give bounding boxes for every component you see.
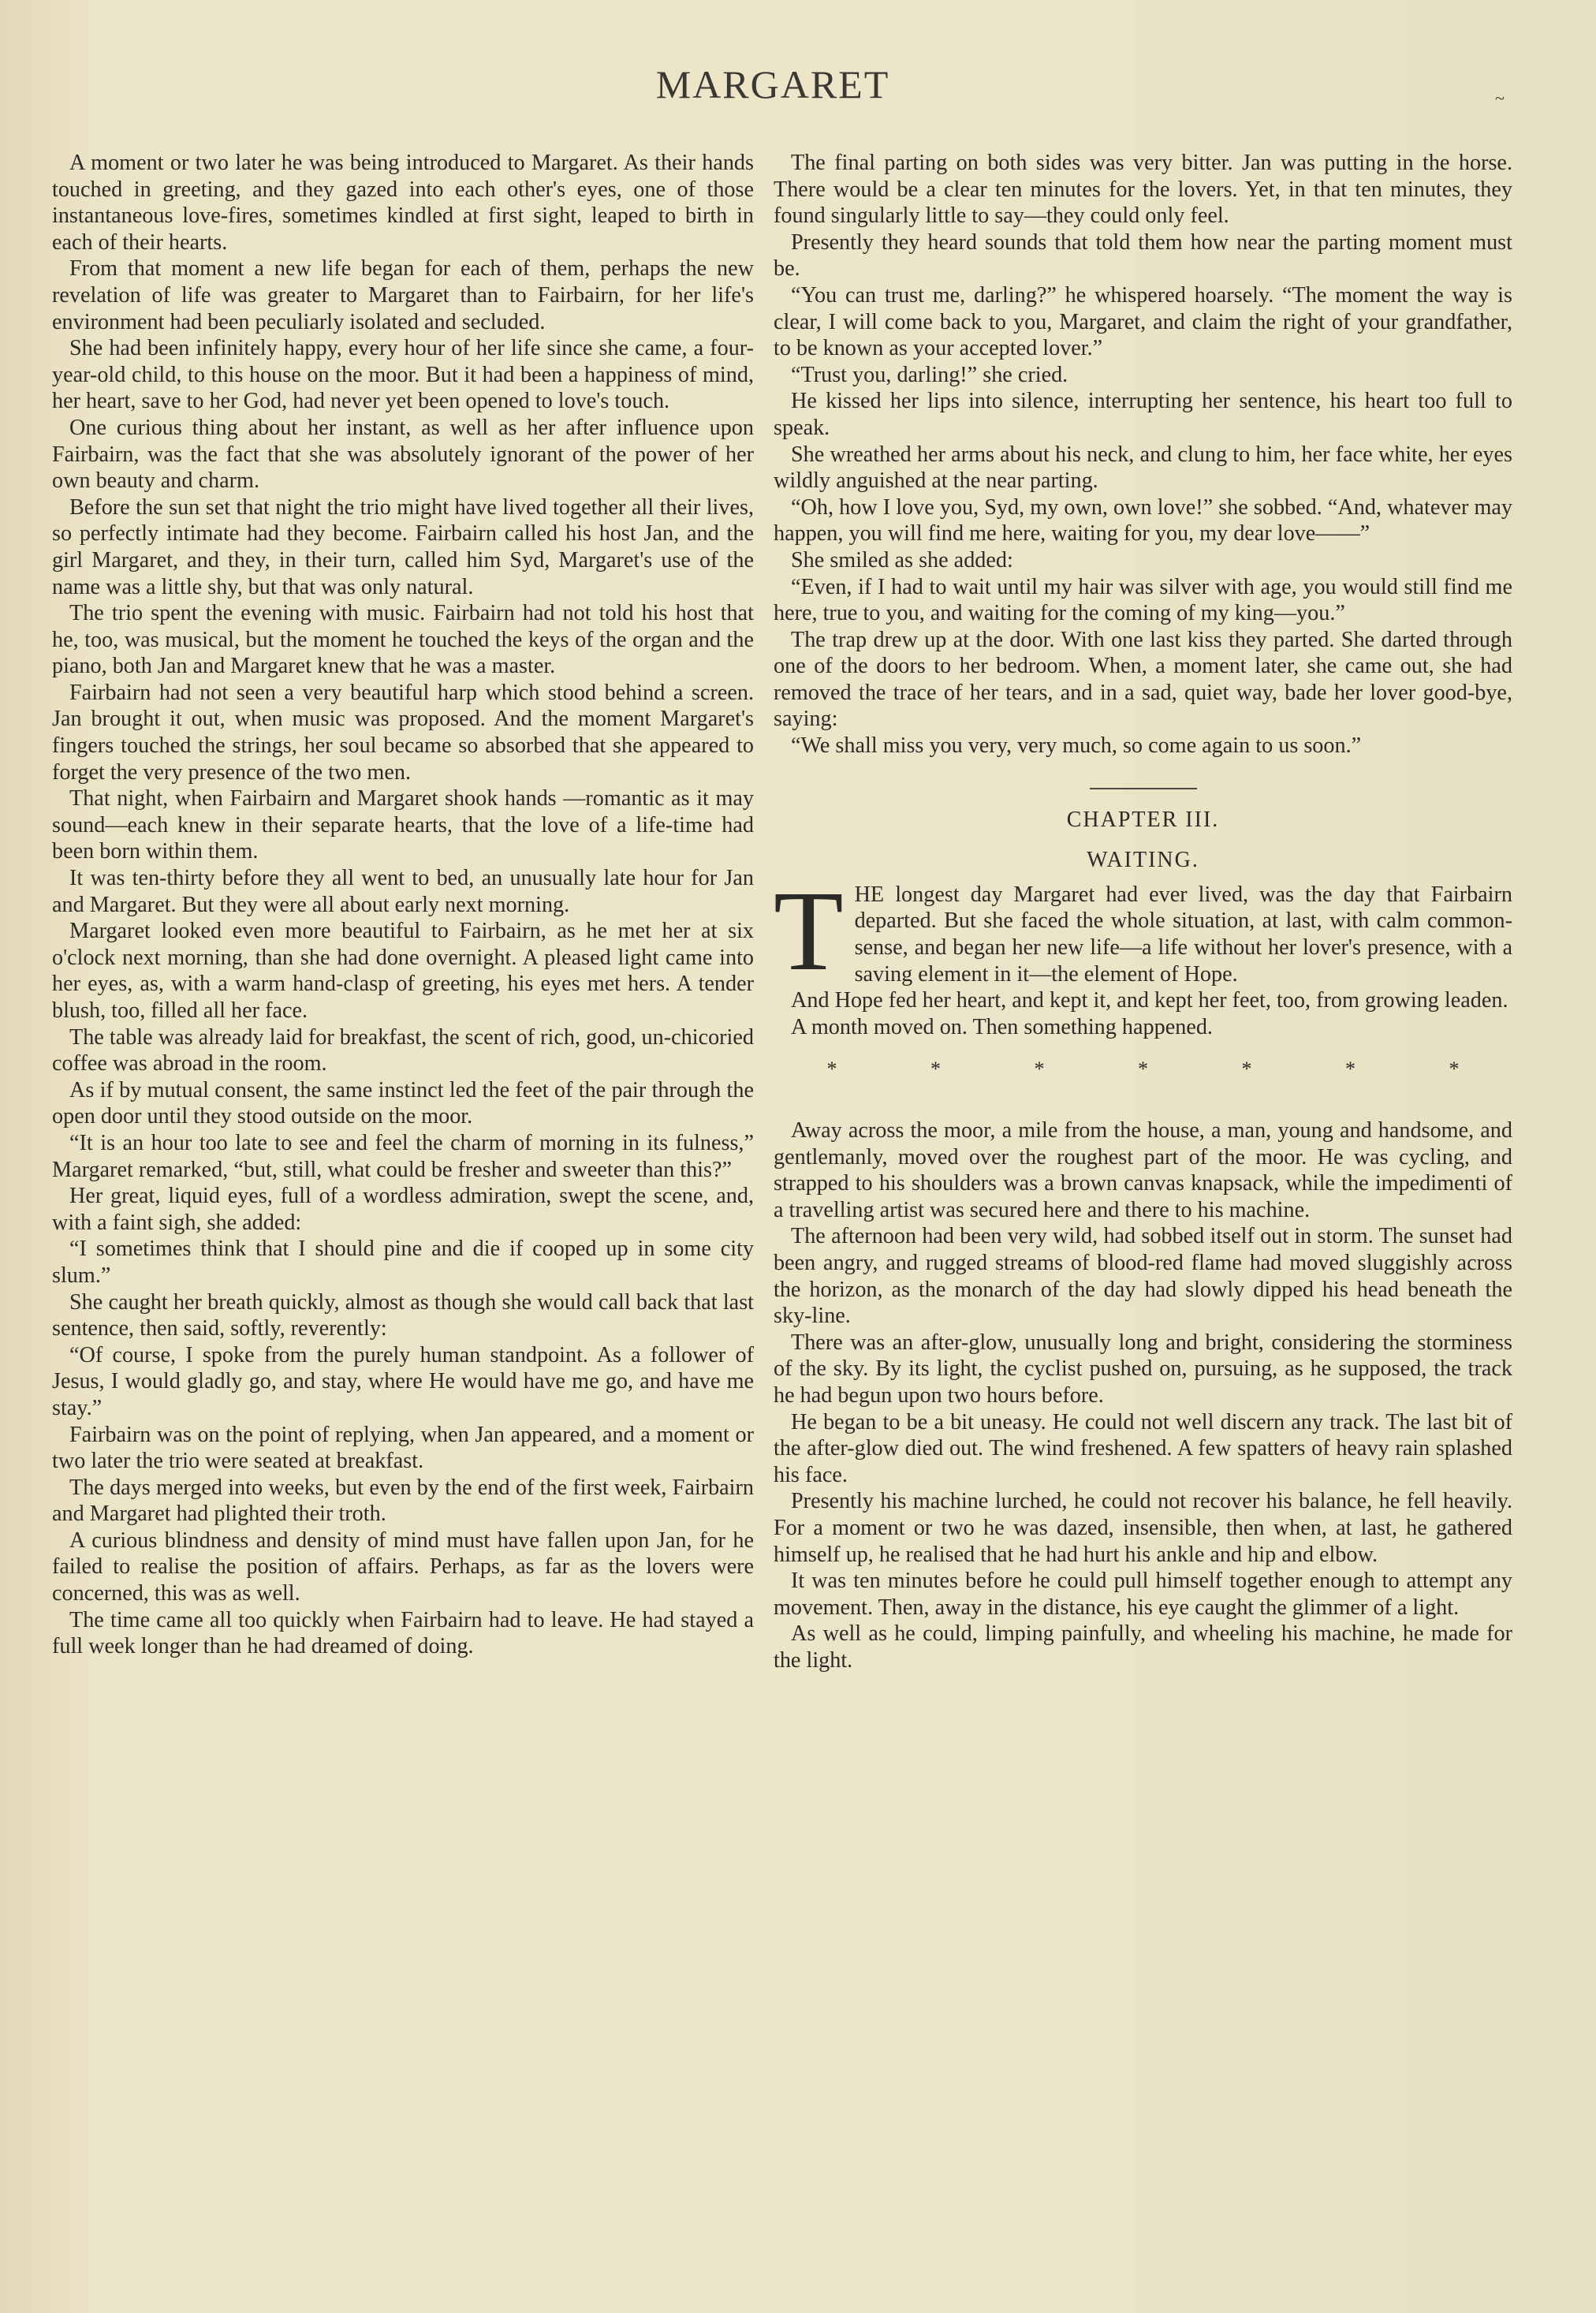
- paragraph: She smiled as she added:: [791, 547, 1013, 573]
- paragraph: From that moment a new life began for each of them, perhaps the new revelation of life was greater to Margaret than to Fairbairn, for her life's environment had been peculiarly isolated and secluded.: [52, 256, 754, 334]
- page-ornament: ~: [1495, 88, 1505, 108]
- paragraph: And Hope fed her heart, and kept it, and kept her feet, too, from growing leaden.: [791, 988, 1508, 1013]
- paragraph: The afternoon had been very wild, had sobbed itself out in storm. The sunset had been angry, and rugged streams of blood-red flame had moved sluggishly across the horizon, as the monarch of the day had slowly dipped his head beneath the sky-line.: [774, 1224, 1512, 1329]
- paragraph: Away across the moor, a mile from the house, a man, young and handsome, and gentlemanly, moved over the roughest part of the moor. He was cycling, and strapped to his shoulders was a brown canvas knapsack, while the impedimenti of a travelling artist was secured here and there to his machine.: [774, 1118, 1512, 1222]
- drop-cap: T: [774, 867, 844, 994]
- paragraph: A moment or two later he was being introduced to Margaret. As their hands touched in greeting, and they gazed into each other's eyes, one of those instantaneous love-fires, sometimes kindled at first sight, leaped to birth in each of their hearts.: [52, 151, 754, 255]
- paragraph: The time came all too quickly when Fairbairn had to leave. He had stayed a full week longer than he had dreamed of doing.: [52, 1607, 754, 1659]
- paragraph: A curious blindness and density of mind must have fallen upon Jan, for he failed to realise the position of affairs. Perhaps, as far as the lovers were concerned, this was as well.: [52, 1528, 754, 1606]
- paragraph: The trap drew up at the door. With one last kiss they parted. She darted through one of the doors to her bedroom. When, a moment later, she came out, she had removed the trace of her tears, and in a sad, quiet way, bade her lover good-bye, saying:: [774, 627, 1512, 732]
- paragraph: As if by mutual consent, the same instinct led the feet of the pair through the open door until they stood outside on the moor.: [52, 1077, 754, 1129]
- chapter-title: WAITING.: [1087, 848, 1199, 873]
- paragraph: It was ten minutes before he could pull himself together enough to attempt any movement. Then, away in the distance, his eye caught the glimmer of a light.: [774, 1569, 1512, 1620]
- paragraph: That night, when Fairbairn and Margaret shook hands —romantic as it may sound—each knew in their separate hearts, that the love of a life-time had been born within them.: [52, 786, 754, 864]
- paragraph: She had been infinitely happy, every hour of her life since she came, a four-year-old child, to this house on the moor. But it had been a happiness of mind, her heart, save to her God, had never yet been opened to love's touch.: [52, 336, 754, 414]
- paragraph: Margaret looked even more beautiful to Fairbairn, as he met her at six o'clock next morning, than she had done overnight. A pleased light came into her eyes, as, with a warm hand-clasp of greeting, his eyes met hers. A tender blush, too, filled all her face.: [52, 919, 754, 1023]
- paragraph: The days merged into weeks, but even by the end of the first week, Fairbairn and Margaret had plighted their troth.: [52, 1475, 754, 1527]
- paragraph: “Even, if I had to wait until my hair was silver with age, you would still find me here, true to you, and waiting for the coming of my king—you.”: [774, 574, 1512, 626]
- paragraph: Presently his machine lurched, he could not recover his balance, he fell heavily. For a moment or two he was dazed, insensible, then when, at last, he gathered himself up, he realised that he had hurt his ankle and hip and elbow.: [774, 1489, 1512, 1567]
- paragraph: Fairbairn had not seen a very beautiful harp which stood behind a screen. Jan brought it out, when music was proposed. And the moment Margaret's fingers touched the strings, her soul became so absorbed that she appeared to forget the very presence of the two men.: [52, 680, 754, 785]
- paragraph: “Oh, how I love you, Syd, my own, own love!” she sobbed. “And, whatever may happen, you will find me here, waiting for you, my dear love——”: [774, 494, 1512, 547]
- paragraph: Her great, liquid eyes, full of a wordless admiration, swept the scene, and, with a faint sigh, she added:: [52, 1184, 754, 1235]
- section-break-stars: * * * * * * *: [826, 1058, 1504, 1081]
- paragraph: Presently they heard sounds that told them how near the parting moment must be.: [774, 229, 1512, 282]
- paragraph: “It is an hour too late to see and feel the charm of morning in its fulness,” Margaret remarked, “but, still, what could be fresher and sweeter than this?”: [52, 1130, 754, 1182]
- paragraph: She caught her breath quickly, almost as though she would call back that last sentence, then said, softly, reverently:: [52, 1289, 754, 1341]
- paragraph: “You can trust me, darling?” he whispered hoarsely. “The moment the way is clear, I will come back to you, Margaret, and claim the right of your grandfather, to be known as your accepted lover.”: [774, 282, 1512, 361]
- chapter-divider-rule: [1090, 788, 1197, 789]
- paragraph: He began to be a bit uneasy. He could not well discern any track. The last bit of the after-glow died out. The wind freshened. A few spatters of heavy rain splashed his face.: [774, 1409, 1512, 1487]
- paragraph: She wreathed her arms about his neck, and clung to him, her face white, her eyes wildly anguished at the near parting.: [774, 442, 1512, 494]
- paragraph: He kissed her lips into silence, interrupting her sentence, his heart too full to speak.: [774, 389, 1512, 440]
- paragraph: “We shall miss you very, very much, so come again to us soon.”: [791, 733, 1362, 759]
- paragraph: The trio spent the evening with music. Fairbairn had not told his host that he, too, was musical, but the moment he touched the keys of the organ and the piano, both Jan and Margaret knew that he was a master.: [52, 601, 754, 679]
- paragraph: It was ten-thirty before they all went to bed, an unusually late hour for Jan and Margaret. But they were all about early next morning.: [52, 866, 754, 917]
- paragraph: Fairbairn was on the point of replying, when Jan appeared, and a moment or two later the trio were seated at breakfast.: [52, 1422, 754, 1474]
- paragraph: A month moved on. Then something happened.: [791, 1014, 1213, 1039]
- paragraph: “I sometimes think that I should pine and die if cooped up in some city slum.”: [52, 1237, 754, 1288]
- paragraph: The final parting on both sides was very bitter. Jan was putting in the horse. There would be a clear ten minutes for the lovers. Yet, in that ten minutes, they found singularly little to say—they could only feel.: [774, 151, 1512, 229]
- chapter-opening-paragraph: [774, 867, 1512, 994]
- right-column: [774, 150, 1512, 1673]
- paragraph: “Of course, I spoke from the purely human standpoint. As a follower of Jesus, I would gladly go, and stay, where He would have me go, and have me stay.”: [52, 1342, 754, 1420]
- paragraph: One curious thing about her instant, as well as her after influence upon Fairbairn, was the fact that she was absolutely ignorant of the power of her own beauty and charm.: [52, 415, 754, 494]
- left-column: [52, 150, 754, 1660]
- paragraph: As well as he could, limping painfully, and wheeling his machine, he made for the light.: [774, 1621, 1512, 1673]
- paragraph: The table was already laid for breakfast, the scent of rich, good, un-chicoried coffee was abroad in the room.: [52, 1024, 754, 1076]
- page-title: MARGARET: [655, 62, 890, 106]
- paragraph: “Trust you, darling!” she cried.: [791, 362, 1068, 387]
- paragraph: There was an after-glow, unusually long and bright, considering the storminess of the sky. By its light, the cyclist pushed on, pursuing, as he supposed, the track he had begun upon two hours before.: [774, 1330, 1512, 1408]
- chapter-opening-text: HE longest day Margaret had ever lived, was the day that Fairbairn departed. But she faced the whole situation, at last, with calm common-sense, and began her new life—a life without her lover's presence, with a saving element in it—the element of Hope.: [854, 882, 1512, 987]
- paragraph: Before the sun set that night the trio might have lived together all their lives, so perfectly intimate had they become. Fairbairn called his host Jan, and the girl Margaret, and they, in their turn, called him Syd, Margaret's use of the name was a little shy, but that was only natural.: [52, 494, 754, 599]
- chapter-number: CHAPTER III.: [1066, 807, 1220, 832]
